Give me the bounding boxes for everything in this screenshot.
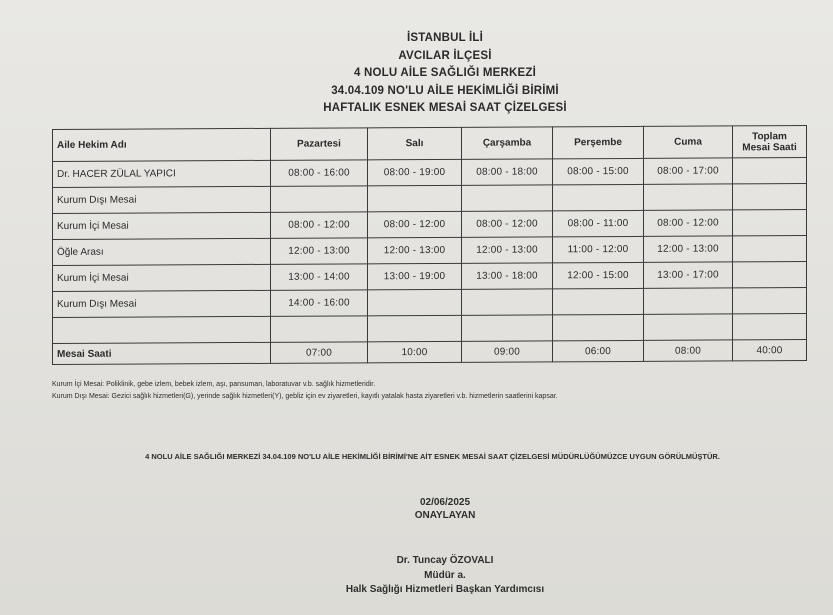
table-cell xyxy=(733,314,807,340)
table-cell xyxy=(462,185,553,211)
signatory-name: Dr. Tuncay ÖZOVALI xyxy=(396,555,494,566)
approval-statement: 4 NOLU AİLE SAĞLIĞI MERKEZİ 34.04.109 NO'LU AİLE HEKİMLİĞİ BİRİMİ'NE AİT ESNEK MESAİ SAAT ÇİZELGESİ MÜDÜRLÜĞÜMÜZCE UYGUN GÖRÜLMÜŞTÜR. xyxy=(145,452,720,461)
table-cell: 08:00 - 18:00 xyxy=(462,159,553,185)
document-header xyxy=(0,30,833,118)
total-row-label: Mesai Saati xyxy=(53,342,271,364)
table-total-row xyxy=(53,340,807,365)
column-header: Pazartesi xyxy=(271,128,368,161)
table-row xyxy=(53,314,807,344)
table-cell xyxy=(462,315,553,341)
approval-date: 02/06/2025 xyxy=(419,497,471,508)
table-cell: 08:00 - 16:00 xyxy=(271,160,368,187)
table-cell: 12:00 - 13:00 xyxy=(644,236,733,262)
table-row xyxy=(53,236,807,266)
signatory-title: Müdür a. xyxy=(424,570,466,581)
column-header: Cuma xyxy=(644,126,733,158)
table-cell xyxy=(733,210,807,236)
column-header: Perşembe xyxy=(553,126,644,158)
total-cell: 07:00 xyxy=(271,342,368,364)
table-row xyxy=(53,288,807,318)
table-cell: 12:00 - 13:00 xyxy=(368,237,462,263)
table-cell: 08:00 - 17:00 xyxy=(644,158,733,184)
footnotes xyxy=(52,379,558,403)
header-province: İSTANBUL İLİ xyxy=(406,32,484,44)
total-cell: 10:00 xyxy=(368,341,462,362)
table-cell xyxy=(271,186,368,213)
table-cell: 08:00 - 12:00 xyxy=(462,211,553,237)
table-cell xyxy=(553,314,644,340)
table-cell: 08:00 - 12:00 xyxy=(644,210,733,236)
row-label: Dr. HACER ZÜLAL YAPICI xyxy=(53,160,271,187)
approved-by-label: ONAYLAYAN xyxy=(414,510,476,521)
table-cell xyxy=(368,315,462,341)
table-cell: 13:00 - 14:00 xyxy=(271,264,368,291)
row-label xyxy=(53,316,271,343)
row-label: Öğle Arası xyxy=(53,238,271,265)
total-cell: 06:00 xyxy=(553,340,644,361)
table-cell: 08:00 - 15:00 xyxy=(553,158,644,184)
table-cell: 08:00 - 19:00 xyxy=(368,159,462,185)
table-header-row xyxy=(53,126,807,162)
total-cell: 40:00 xyxy=(733,340,807,361)
table-cell: 08:00 - 11:00 xyxy=(553,210,644,236)
table-cell: 13:00 - 19:00 xyxy=(368,263,462,289)
table-cell: 13:00 - 18:00 xyxy=(462,263,553,289)
header-health-center: 4 NOLU AİLE SAĞLIĞI MERKEZİ xyxy=(354,67,536,79)
column-header: Toplam Mesai Saati xyxy=(733,126,807,158)
table-cell xyxy=(553,184,644,210)
table-cell xyxy=(368,289,462,315)
table-cell xyxy=(462,289,553,315)
table-cell xyxy=(733,184,807,210)
column-header: Aile Hekim Adı xyxy=(53,128,271,161)
table-cell: 12:00 - 15:00 xyxy=(553,262,644,288)
row-label: Kurum İçi Mesai xyxy=(53,264,271,291)
footnote-internal: Kurum İçi Mesai: Poliklinik, gebe izlem, bebek izlem, aşı, pansuman, laboratuvar v.b. sağlık hizmetleridir. xyxy=(52,381,376,388)
table-row xyxy=(53,184,807,214)
row-label: Kurum İçi Mesai xyxy=(53,212,271,239)
schedule-table xyxy=(52,125,807,365)
table-cell xyxy=(644,314,733,340)
footnote-external: Kurum Dışı Mesai: Gezici sağlık hizmetleri(G), yerinde sağlık hizmetleri(Y), gebliz için ev ziyaretleri, kayıtlı yatalak hasta ziyaretleri v.b. hizmetlerin saatlerini kapsar. xyxy=(52,393,558,400)
row-label: Kurum Dışı Mesai xyxy=(53,290,271,317)
table-cell xyxy=(553,288,644,314)
table-cell xyxy=(733,288,807,314)
table-cell: 11:00 - 12:00 xyxy=(553,236,644,262)
header-district: AVCILAR İLÇESİ xyxy=(398,49,492,62)
table-cell: 13:00 - 17:00 xyxy=(644,262,733,288)
table-row xyxy=(53,210,807,240)
header-title: HAFTALIK ESNEK MESAİ SAAT ÇİZELGESİ xyxy=(323,102,567,114)
table-cell xyxy=(733,262,807,288)
total-cell: 09:00 xyxy=(462,341,553,362)
signatory-position: Halk Sağlığı Hizmetleri Başkan Yardımcısı xyxy=(345,584,545,595)
table-row xyxy=(53,158,807,188)
table-cell: 08:00 - 12:00 xyxy=(271,212,368,239)
table-cell xyxy=(733,158,807,184)
row-label: Kurum Dışı Mesai xyxy=(53,186,271,213)
table-cell xyxy=(271,316,368,343)
table-cell xyxy=(368,185,462,211)
table-cell: 12:00 - 13:00 xyxy=(462,237,553,263)
column-header: Çarşamba xyxy=(462,127,553,159)
total-cell: 08:00 xyxy=(644,340,733,361)
table-cell: 14:00 - 16:00 xyxy=(271,290,368,317)
header-unit: 34.04.109 NO'LU AİLE HEKİMLİĞİ BİRİMİ xyxy=(331,84,559,97)
column-header: Salı xyxy=(368,127,462,159)
table-cell xyxy=(644,288,733,314)
table-cell xyxy=(733,236,807,262)
table-cell: 08:00 - 12:00 xyxy=(368,211,462,237)
table-cell: 12:00 - 13:00 xyxy=(271,238,368,265)
table-cell xyxy=(644,184,733,210)
table-row xyxy=(53,262,807,292)
